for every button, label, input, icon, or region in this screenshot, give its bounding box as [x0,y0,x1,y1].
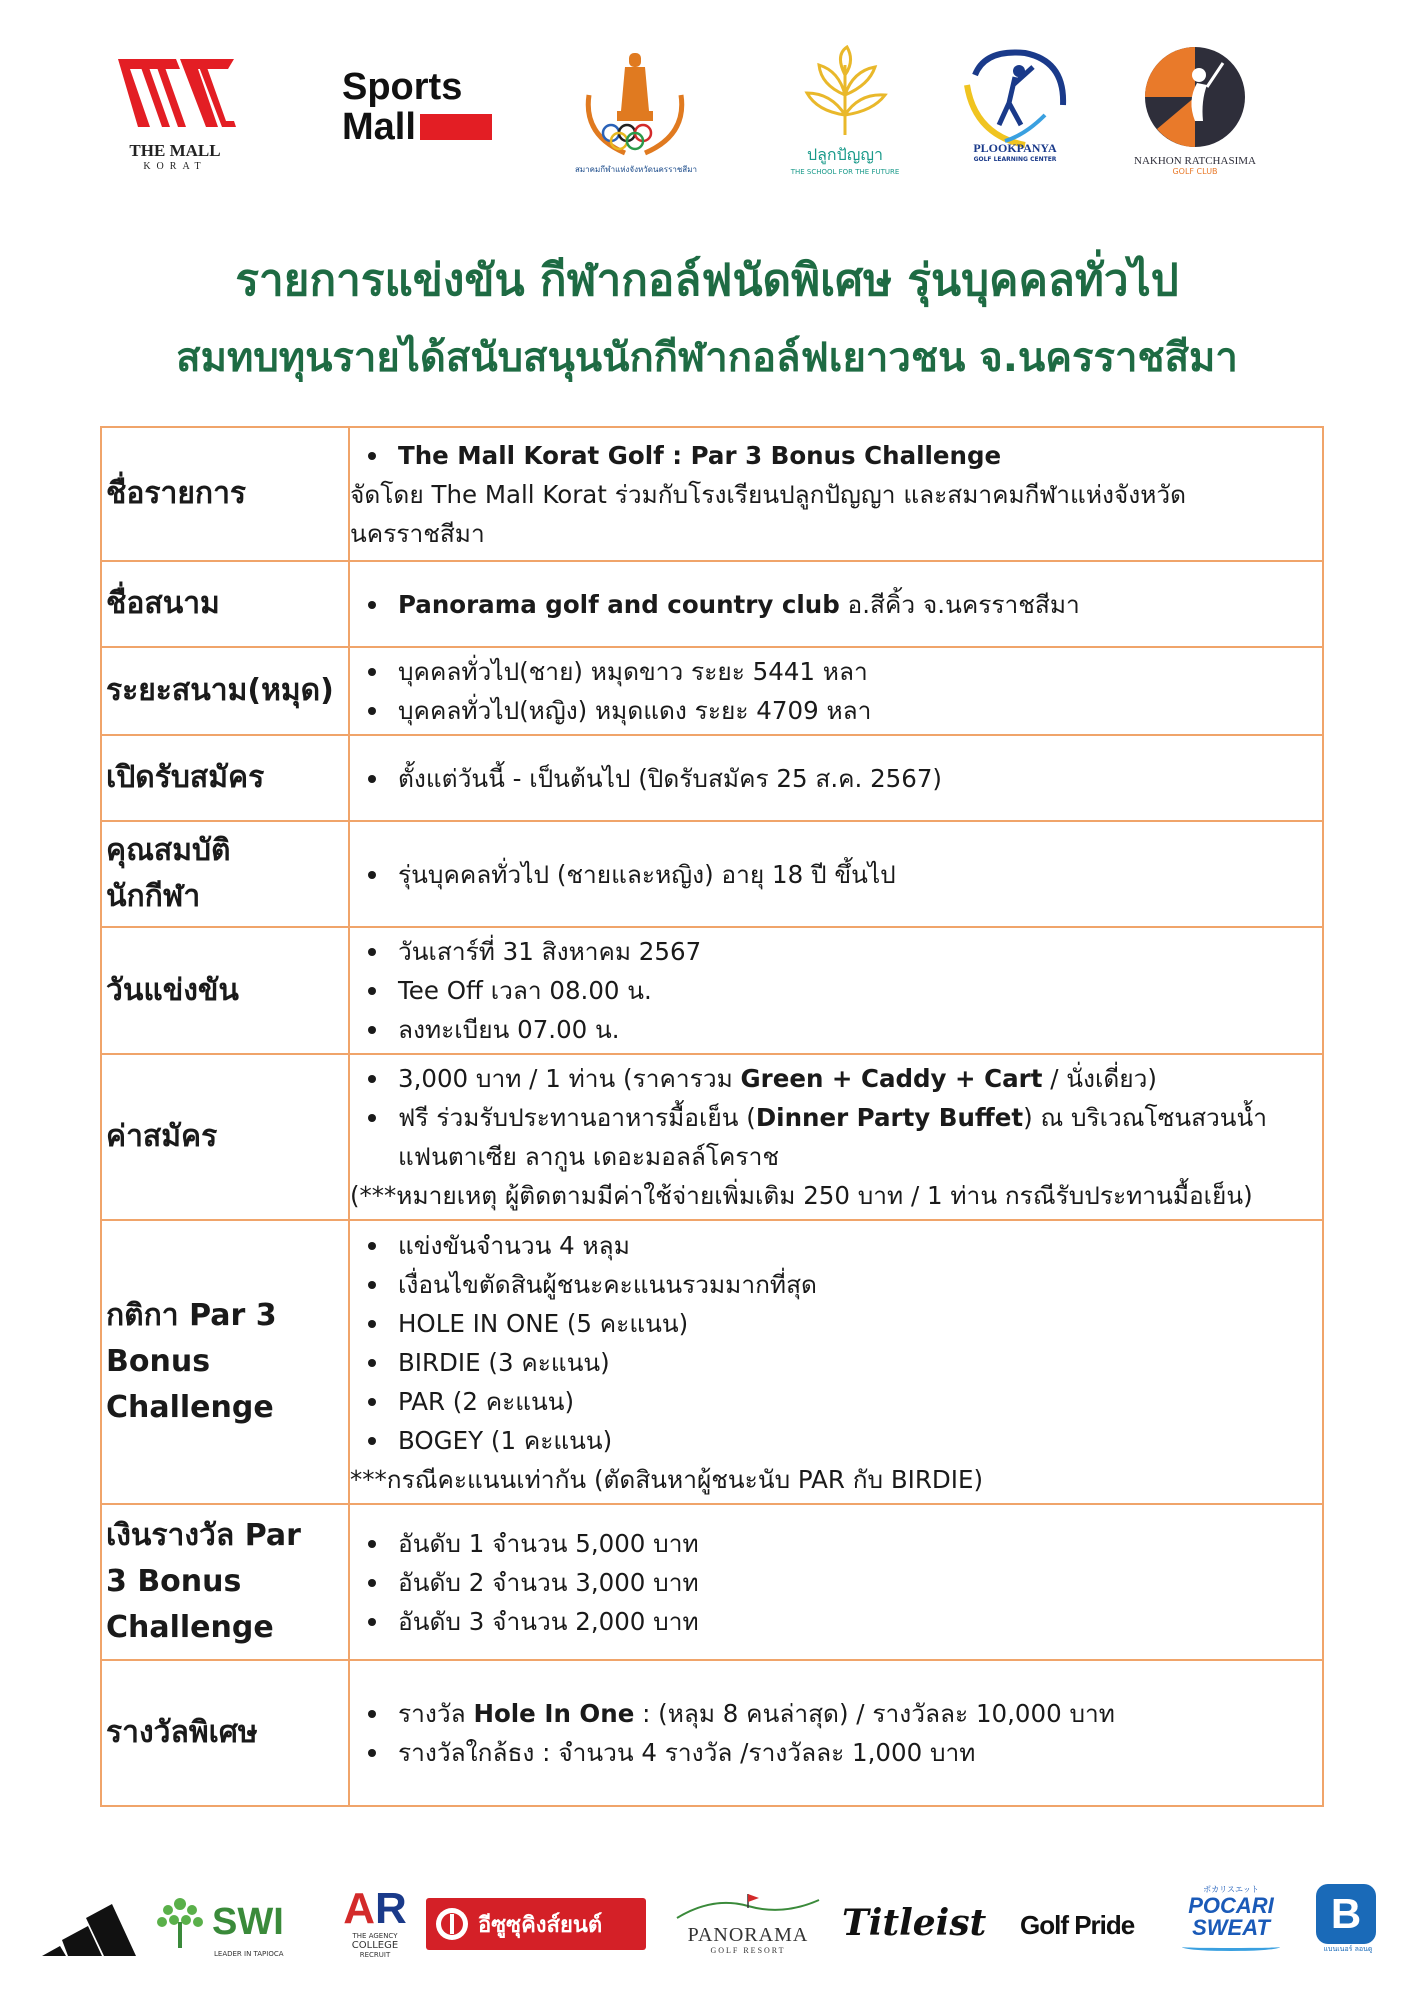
list-item: PAR (2 คะแนน) [350,1382,1322,1421]
list-item: ตั้งแต่วันนี้ - เป็นต้นไป (ปิดรับสมัคร 25 ส.ค. 2567) [350,759,1322,798]
titleist-name: Titleist [842,1902,987,1944]
table-row [101,1220,1323,1504]
list-item: บุคคลทั่วไป(หญิง) หมุดแดง ระยะ 4709 หลา [350,691,1322,730]
row-label: วันแข่งขัน [101,927,349,1054]
sponsor-logos-bottom [30,1880,1390,1980]
pocari-line2: SWEAT [1192,1915,1270,1940]
row-content [349,647,1323,735]
list-item: รุ่นบุคคลทั่วไป (ชายและหญิง) อายุ 18 ปี ขึ้นไป [350,855,1322,894]
row-content [349,1660,1323,1806]
the-mall-stripes-icon [110,55,240,135]
isuzu-name: อีซูซุคิงส์ยนต์ [478,1912,603,1938]
row-content [349,927,1323,1054]
list-item: HOLE IN ONE (5 คะแนน) [350,1304,1322,1343]
sports-association-logo [575,45,695,185]
ar-mark: AR [340,1886,410,1932]
isuzu-kings-logo [426,1898,646,1950]
tournament-info-table [100,426,1324,1807]
ar-sub3: RECRUIT [359,1951,391,1959]
golf-pride-logo [1020,1910,1134,1941]
fee-note: (***หมายเหตุ ผู้ติดตามมีค่าใช้จ่ายเพิ่มเติม 250 บาท / 1 ท่าน กรณีรับประทานมื้อเย็น) [350,1181,1253,1210]
sports-mall-logo [342,67,512,157]
list-item: อันดับ 1 จำนวน 5,000 บาท [350,1524,1322,1563]
the-mall-name: THE MALL [129,141,221,160]
table-row [101,927,1323,1054]
plookpanya-name: ปลูกปัญญา [806,145,884,164]
nakhon-club-sub: GOLF CLUB [1172,167,1218,176]
pocari-jp: ポカリスエット [1203,1885,1259,1894]
nakhon-club-name: NAKHON RATCHASIMA [1134,155,1256,167]
row-label: กติกา Par 3 Bonus Challenge [101,1220,349,1504]
ar-agency-logo [340,1886,410,1959]
row-content [349,1220,1323,1504]
list-item: Tee Off เวลา 08.00 น. [350,971,1322,1010]
row-label: ค่าสมัคร [101,1054,349,1220]
ar-sub1: THE AGENCY [352,1932,398,1940]
list-item: ฟรี ร่วมรับประทานอาหารมื้อเย็น (Dinner Party Buffet) ณ บริเวณโซนสวนน้ำ [350,1098,1322,1137]
list-item: แข่งขันจำนวน 4 หลุม [350,1226,1322,1265]
table-row [101,821,1323,927]
plookpanya-tagline: THE SCHOOL FOR THE FUTURE [790,168,900,176]
table-row [101,647,1323,735]
list-item: บุคคลทั่วไป(ชาย) หมุดขาว ระยะ 5441 หลา [350,652,1322,691]
event-name: The Mall Korat Golf : Par 3 Bonus Challenge [350,436,1322,475]
titleist-logo [842,1902,986,1944]
organizer-text: จัดโดย The Mall Korat ร่วมกับโรงเรียนปลูกปัญญา และสมาคมกีฬาแห่งจังหวัด [350,479,1187,509]
sports-mall-line1: Sports [342,66,463,108]
association-name: สมาคมกีฬาแห่งจังหวัดนครราชสีมา [575,165,697,174]
list-item: วันเสาร์ที่ 31 สิงหาคม 2567 [350,932,1322,971]
panorama-name: PANORAMA [687,1924,809,1946]
row-label: คุณสมบัติ นักกีฬา [101,821,349,927]
row-label: เงินรางวัล Par 3 Bonus Challenge [101,1504,349,1660]
row-label: เปิดรับสมัคร [101,735,349,821]
olympic-monument-icon [575,45,695,165]
row-content [349,735,1323,821]
isuzu-emblem-icon [434,1906,470,1942]
table-row [101,735,1323,821]
row-label: ชื่อรายการ [101,427,349,561]
adidas-logo [38,1900,138,1964]
row-label: รางวัลพิเศษ [101,1660,349,1806]
list-item: ลงทะเบียน 07.00 น. [350,1010,1322,1049]
row-content [349,1504,1323,1660]
row-content [349,1054,1323,1220]
table-row [101,1660,1323,1806]
swi-sub: LEADER IN TAPIOCA [214,1950,284,1958]
banner-b-mark: B [1316,1884,1376,1944]
organizer-text-cont: นครราชสีมา [350,518,485,548]
golf-pride-name: Golf Pride [1020,1910,1135,1940]
sports-mall-red-bar [420,114,492,140]
plookpanya-school-logo [775,45,915,185]
panorama-resort-logo [668,1890,828,1955]
row-label: ระยะสนาม(หมุด) [101,647,349,735]
golfer-swing-icon [955,45,1075,155]
list-item-cont: แฟนตาเซีย ลากูน เดอะมอลล์โคราช [398,1142,779,1171]
list-item: 3,000 บาท / 1 ท่าน (ราคารวม Green + Caddy + Cart / นั่งเดี่ยว) [350,1059,1322,1098]
the-mall-korat-logo [110,55,240,175]
swi-name: SWI [212,1900,284,1943]
golf-club-emblem-icon [1143,45,1247,149]
row-content [349,427,1323,561]
venue-name: Panorama golf and country club อ.สีคิ้ว จ.นครราชสีมา [350,585,1322,624]
list-item: อันดับ 3 จำนวน 2,000 บาท [350,1602,1322,1641]
table-row [101,1054,1323,1220]
page-subtitle: สมทบทุนรายได้สนับสนุนนักกีฬากอล์ฟเยาวชน จ.นครราชสีมา [176,335,1238,381]
banner-b-sub: แบนเนอร์ ลอนดู [1323,1945,1373,1953]
list-item: BOGEY (1 คะแนน) [350,1421,1322,1460]
list-item: รางวัล Hole In One : (หลุม 8 คนล่าสุด) / รางวัลละ 10,000 บาท [350,1694,1322,1733]
list-item: อันดับ 2 จำนวน 3,000 บาท [350,1563,1322,1602]
sprout-leaf-icon [795,45,895,137]
hill-flag-icon [673,1890,823,1920]
table-row [101,1504,1323,1660]
sponsor-logos-top [110,45,1310,195]
pocari-sweat-logo [1176,1884,1286,1951]
the-mall-korat: KORAT [143,161,207,172]
row-label: ชื่อสนาม [101,561,349,647]
table-row [101,427,1323,561]
list-item: BIRDIE (3 คะแนน) [350,1343,1322,1382]
plookpanya-golf-center-logo [950,45,1080,185]
nakhon-ratchasima-golf-club-logo [1120,45,1270,185]
rules-note: ***กรณีคะแนนเท่ากัน (ตัดสินหาผู้ชนะนับ PAR กับ BIRDIE) [350,1464,984,1494]
sports-mall-line2: Mall [342,106,416,148]
adidas-stripes-icon [38,1900,138,1960]
row-content [349,561,1323,647]
row-content [349,821,1323,927]
list-item: เงื่อนไขตัดสินผู้ชนะคะแนนรวมมากที่สุด [350,1265,1322,1304]
pocari-wave [1182,1943,1280,1951]
banner-b-logo [1316,1884,1380,1955]
page-title: รายการแข่งขัน กีฬากอล์ฟนัดพิเศษ รุ่นบุคคลทั่วไป [235,255,1179,306]
swi-logo [152,1894,322,1958]
ar-sub2: COLLEGE [351,1940,399,1951]
panorama-sub: GOLF RESORT [710,1946,786,1955]
table-row [101,561,1323,647]
plookpanya-golf-name: PLOOKPANYA [973,141,1057,155]
tree-icon [152,1894,208,1950]
plookpanya-golf-sub: GOLF LEARNING CENTER [973,156,1057,163]
pocari-line1: POCARI [1188,1893,1274,1918]
list-item: รางวัลใกล้ธง : จำนวน 4 รางวัล /รางวัลละ 1,000 บาท [350,1733,1322,1772]
